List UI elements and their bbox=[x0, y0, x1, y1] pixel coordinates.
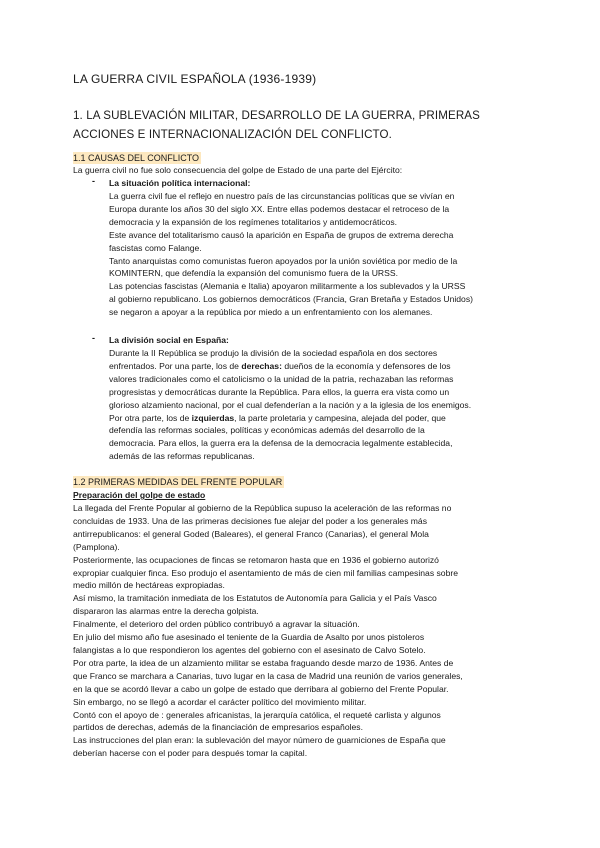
text-line: democracia y la expansión de los regímenes totalitarios y antidemocráticos. bbox=[109, 216, 398, 227]
chapter-heading: 1. LA SUBLEVACIÓN MILITAR, DESARROLLO DE LA GUERRA, PRIMERAS ACCIONES E INTERNACIONALIZACIÓN DEL CONFLICTO. bbox=[73, 109, 480, 141]
text-line: deberían hacerse con el poder para después tomar la capital. bbox=[73, 748, 308, 759]
text-line: Por otra parte, los de izquierdas, la parte proletaria y campesina, alejada del poder, que bbox=[109, 412, 446, 423]
text-line: Por otra parte, la idea de un alzamiento militar se estaba fraguando desde marzo de 1936. Antes de bbox=[73, 657, 454, 668]
text-line: expropiar cualquier finca. Eso produjo el asentamiento de más de cien mil familias campesinas sobre bbox=[73, 567, 459, 578]
text-line: glorioso alzamiento nacional, por el cual defenderían a la nación y a la iglesia de los enemigos. bbox=[109, 399, 472, 410]
text-line: además de las reformas republicanas. bbox=[109, 451, 255, 462]
bullet-heading-international: La situación política internacional: bbox=[109, 178, 251, 188]
bullet-heading-social: La división social en España: bbox=[109, 335, 229, 345]
text-line: Este avance del totalitarismo causó la aparición en España de grupos de extrema derecha bbox=[109, 229, 454, 240]
bullet-marker: - bbox=[92, 176, 95, 186]
text-line: Tanto anarquistas como comunistas fueron apoyados por la unión soviética por medio de la bbox=[109, 255, 458, 266]
bullet-body-international bbox=[109, 190, 473, 319]
text-line: Finalmente, el deterioro del orden público contribuyó a agravar la situación. bbox=[73, 619, 360, 630]
bullet-body-social bbox=[109, 347, 471, 463]
text-line: Sin embargo, no se llegó a acordar el carácter político del movimiento militar. bbox=[73, 696, 367, 707]
document-title: LA GUERRA CIVIL ESPAÑOLA (1936-1939) bbox=[73, 72, 317, 86]
text-line: Posteriormente, las ocupaciones de fincas se retomaron hasta que en 1936 el gobierno autorizó bbox=[73, 554, 439, 565]
text-line: partidos de derechas, además de la financiación de empresarios españoles. bbox=[73, 722, 363, 733]
text-line: valores tradicionales como el catolicismo o la unidad de la patria, rechazaban las reformas bbox=[109, 373, 454, 384]
text-line: La llegada del Frente Popular al gobierno de la República supuso la aceleración de las reformas no bbox=[73, 503, 452, 513]
text-line: La guerra civil fue el reflejo en nuestro país de las circunstancias políticas que se vivían en bbox=[109, 191, 455, 201]
section2-body bbox=[73, 502, 463, 760]
text-line: medio millón de hectáreas expropiadas. bbox=[73, 580, 225, 591]
text-line: concluidas de 1933. Una de las primeras decisiones fue alejar del poder a los generales más bbox=[73, 515, 427, 526]
section-intro: La guerra civil no fue solo consecuencia del golpe de Estado de una parte del Ejército: bbox=[73, 165, 403, 175]
text-line: progresistas y democráticas durante la República. Para ellos, la guerra era vista como un bbox=[109, 386, 450, 397]
text-line: se negaron a apoyar a la república por miedo a un enfrentamiento con los alemanes. bbox=[109, 307, 433, 318]
section-title-causas: 1.1 CAUSAS DEL CONFLICTO bbox=[73, 153, 200, 163]
bullet-marker: - bbox=[92, 333, 95, 343]
text-line: En julio del mismo año fue asesinado el teniente de la Guardia de Asalto por unos pistoleros bbox=[73, 632, 425, 643]
text-line: defendía las reformas sociales, políticas y económicas además del desarrollo de la bbox=[109, 425, 425, 436]
section-title-frente-popular: 1.2 PRIMERAS MEDIDAS DEL FRENTE POPULAR bbox=[73, 477, 283, 487]
text-line: Durante la II República se produjo la división de la sociedad española en dos sectores bbox=[109, 348, 438, 358]
text-line: fascistas como Falange. bbox=[109, 242, 202, 253]
text-line: que Franco se marchara a Canarias, tuvo lugar en la casa de Madrid una reunión de varios generales, bbox=[73, 670, 463, 681]
text-line: Así mismo, la tramitación inmediata de los Estatutos de Autonomía para Galicia y el País Vasco bbox=[73, 593, 437, 604]
text-line: Contó con el apoyo de : generales africanistas, la jerarquía católica, el requeté carlista y algunos bbox=[73, 709, 441, 720]
keyword-derechas: derechas: bbox=[241, 360, 282, 371]
text-line: en la que se acordó llevar a cabo un golpe de estado que derribara al gobierno del Frente Popular. bbox=[73, 683, 449, 694]
text-line: enfrentados. Por una parte, los de derechas: dueños de la economía y defensores de los bbox=[109, 360, 451, 371]
text-line: Las instrucciones del plan eran: la sublevación del mayor número de guarniciones de España que bbox=[73, 735, 446, 746]
text-line: Las potencias fascistas (Alemania e Italia) apoyaron militarmente a los sublevados y la URSS bbox=[109, 281, 466, 292]
text-line: democracia. Para ellos, la guerra era la defensa de la democracia legalmente establecida, bbox=[109, 438, 453, 449]
text-line: KOMINTERN, que defendía la expansión del comunismo fuera de la URSS. bbox=[109, 268, 398, 279]
subsection-title: Preparación del golpe de estado bbox=[73, 490, 206, 500]
text-line: falangistas a lo que respondieron los agentes del gobierno con el asesinato de Calvo Sotelo. bbox=[73, 644, 426, 655]
text-line: dispararon las alarmas entre la derecha golpista. bbox=[73, 606, 259, 617]
text-line: (Pamplona). bbox=[73, 541, 120, 552]
text-line: Europa durante los años 30 del siglo XX. Entre ellas podemos destacar el retroceso de la bbox=[109, 203, 450, 214]
text-line: antirrepublicanos: el general Goded (Baleares), el general Franco (Canarias), el general Mola bbox=[73, 528, 429, 539]
text-line: al gobierno republicano. Los gobiernos democráticos (Francia, Gran Bretaña y Estados Unidos) bbox=[109, 294, 473, 305]
keyword-izquierdas: izquierdas bbox=[191, 412, 235, 423]
